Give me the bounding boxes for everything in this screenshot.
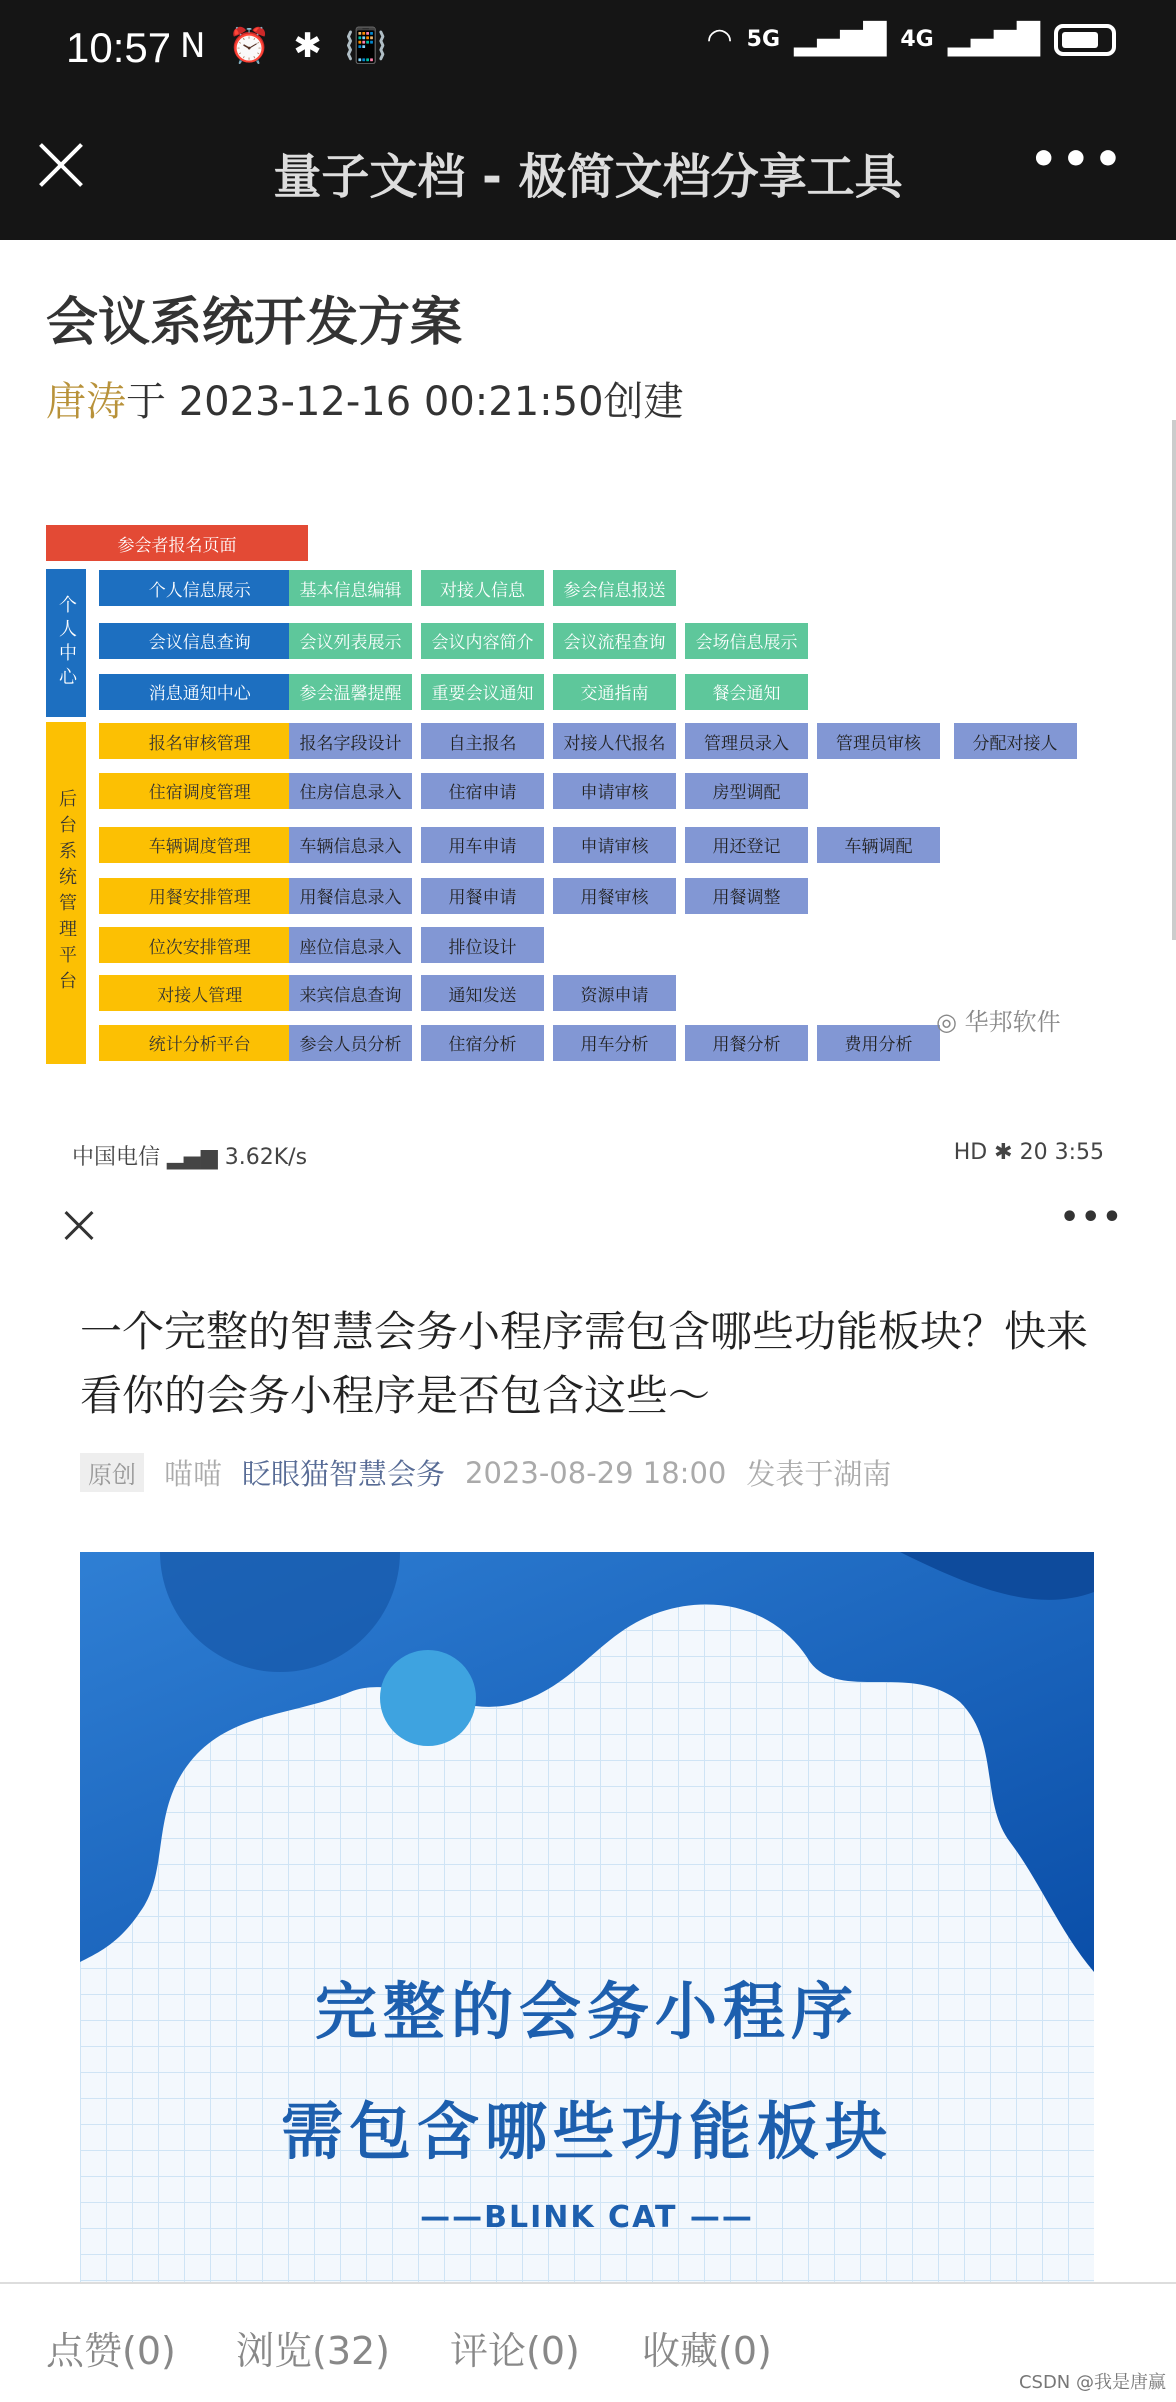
cover-blob-shapes xyxy=(80,1552,1094,2290)
diagram-function: 管理员录入 xyxy=(685,723,808,759)
views-count: 浏览(32) xyxy=(236,2329,391,2373)
diagram-function: 对接人代报名 xyxy=(553,723,676,759)
diagram-module: 用餐安排管理 xyxy=(99,878,302,914)
status-left-icons: N ⏰ ✱ 📳 xyxy=(180,26,394,66)
document-meta xyxy=(46,370,684,427)
diagram-function: 用还登记 xyxy=(685,827,808,863)
embedded-signal-icon: ▂▄▆ xyxy=(167,1145,225,1170)
article-account: 眨眼猫智慧会务 xyxy=(242,1457,446,1491)
diagram-function: 住宿申请 xyxy=(421,773,544,809)
article-title: 一个完整的智慧会务小程序需包含哪些功能板块？快来看你的会务小程序是否包含这些～ xyxy=(80,1307,1089,1420)
diagram-module: 车辆调度管理 xyxy=(99,827,302,863)
diagram-function: 基本信息编辑 xyxy=(289,570,412,606)
embedded-right-status: HD ✱ 20 3:55 xyxy=(953,1140,1104,1165)
diagram-module: 对接人管理 xyxy=(99,975,302,1011)
diagram-module: 住宿调度管理 xyxy=(99,773,302,809)
comments-button[interactable]: 评论(0) xyxy=(450,2329,580,2373)
diagram-watermark: ◎ 华邦软件 xyxy=(936,1008,1061,1036)
cover-headline-line2: 需包含哪些功能板块 xyxy=(280,2095,893,2168)
created-time: 于 2023-12-16 00:21:50创建 xyxy=(126,379,684,425)
diagram-module: 位次安排管理 xyxy=(99,927,302,963)
diagram-function: 参会人员分析 xyxy=(289,1025,412,1061)
diagram-function: 重要会议通知 xyxy=(421,674,544,710)
diagram-function: 参会温馨提醒 xyxy=(289,674,412,710)
diagram-function: 餐会通知 xyxy=(685,674,808,710)
cover-headline-line1: 完整的会务小程序 xyxy=(314,1975,859,2048)
diagram-function: 来宾信息查询 xyxy=(289,975,412,1011)
scrollbar[interactable] xyxy=(1172,420,1176,940)
diagram-function: 交通指南 xyxy=(553,674,676,710)
nav-bar xyxy=(0,100,1176,240)
diagram-function: 用车分析 xyxy=(553,1025,676,1061)
article-datetime: 2023-08-29 18:00 xyxy=(465,1455,727,1490)
diagram-function: 报名字段设计 xyxy=(289,723,412,759)
cover-subtitle: ——BLINK CAT —— xyxy=(420,2200,754,2235)
embedded-carrier: 中国电信 xyxy=(72,1145,161,1170)
original-tag: 原创 xyxy=(80,1453,144,1492)
article-author: 喵喵 xyxy=(164,1457,223,1491)
status-right-icons xyxy=(706,22,1116,57)
diagram-group-admin: 后台系统管理平台 xyxy=(46,722,86,1064)
diagram-module: 统计分析平台 xyxy=(99,1025,302,1061)
like-button[interactable]: 点赞(0) xyxy=(46,2329,176,2373)
author-link[interactable]: 唐涛 xyxy=(46,379,126,425)
diagram-function: 会议流程查询 xyxy=(553,623,676,659)
diagram-function: 房型调配 xyxy=(685,773,808,809)
signal-5g-label: 5G xyxy=(746,27,781,52)
diagram-function: 费用分析 xyxy=(817,1025,940,1061)
diagram-module: 消息通知中心 xyxy=(99,674,302,710)
embedded-more-icon: ••• xyxy=(1060,1200,1124,1235)
system-diagram-image xyxy=(46,522,1130,1072)
csdn-credit: CSDN @我是唐赢 xyxy=(1018,2372,1166,2393)
diagram-function: 用车申请 xyxy=(421,827,544,863)
diagram-function: 自主报名 xyxy=(421,723,544,759)
diagram-function: 通知发送 xyxy=(421,975,544,1011)
diagram-function: 车辆信息录入 xyxy=(289,827,412,863)
diagram-function: 管理员审核 xyxy=(817,723,940,759)
diagram-function: 申请审核 xyxy=(553,773,676,809)
diagram-function: 车辆调配 xyxy=(817,827,940,863)
diagram-function: 用餐审核 xyxy=(553,878,676,914)
article-location: 发表于湖南 xyxy=(746,1457,892,1491)
wifi-icon: ◠ xyxy=(706,22,733,57)
diagram-function: 参会信息报送 xyxy=(553,570,676,606)
diagram-function: 对接人信息 xyxy=(421,570,544,606)
signal-icon-2: ▂▄▆█ xyxy=(947,22,1040,57)
diagram-function: 住房信息录入 xyxy=(289,773,412,809)
diagram-function: 用餐申请 xyxy=(421,878,544,914)
battery-icon xyxy=(1054,24,1116,56)
diagram-function: 用餐分析 xyxy=(685,1025,808,1061)
diagram-function: 用餐调整 xyxy=(685,878,808,914)
diagram-function: 住宿分析 xyxy=(421,1025,544,1061)
diagram-function: 排位设计 xyxy=(421,927,544,963)
embedded-speed: 3.62K/s xyxy=(224,1145,308,1170)
diagram-function: 资源申请 xyxy=(553,975,676,1011)
page-title: 量子文档 - 极简文档分享工具 xyxy=(273,149,903,205)
diagram-module: 会议信息查询 xyxy=(99,623,302,659)
favorite-button[interactable]: 收藏(0) xyxy=(642,2329,772,2373)
bottom-action-bar xyxy=(0,2282,1176,2402)
embedded-status-bar xyxy=(72,1140,1104,1171)
more-menu-icon[interactable]: ••• xyxy=(1029,134,1126,185)
diagram-module: 报名审核管理 xyxy=(99,723,302,759)
diagram-module: 个人信息展示 xyxy=(99,570,302,606)
article-meta xyxy=(80,1452,891,1493)
document-title: 会议系统开发方案 xyxy=(46,293,463,353)
diagram-group-personal: 个人中心 xyxy=(46,569,86,717)
status-time: 10:57 xyxy=(66,24,172,71)
diagram-function: 座位信息录入 xyxy=(289,927,412,963)
diagram-function: 会场信息展示 xyxy=(685,623,808,659)
diagram-function: 会议内容简介 xyxy=(421,623,544,659)
diagram-header: 参会者报名页面 xyxy=(46,525,308,561)
status-bar xyxy=(0,0,1176,100)
signal-icon: ▂▄▆█ xyxy=(794,22,887,57)
embedded-close-icon xyxy=(64,1210,94,1240)
diagram-function: 申请审核 xyxy=(553,827,676,863)
article-cover-image xyxy=(80,1552,1094,2290)
signal-4g-label: 4G xyxy=(900,27,934,52)
diagram-function: 分配对接人 xyxy=(954,723,1077,759)
diagram-function: 会议列表展示 xyxy=(289,623,412,659)
diagram-function: 用餐信息录入 xyxy=(289,878,412,914)
